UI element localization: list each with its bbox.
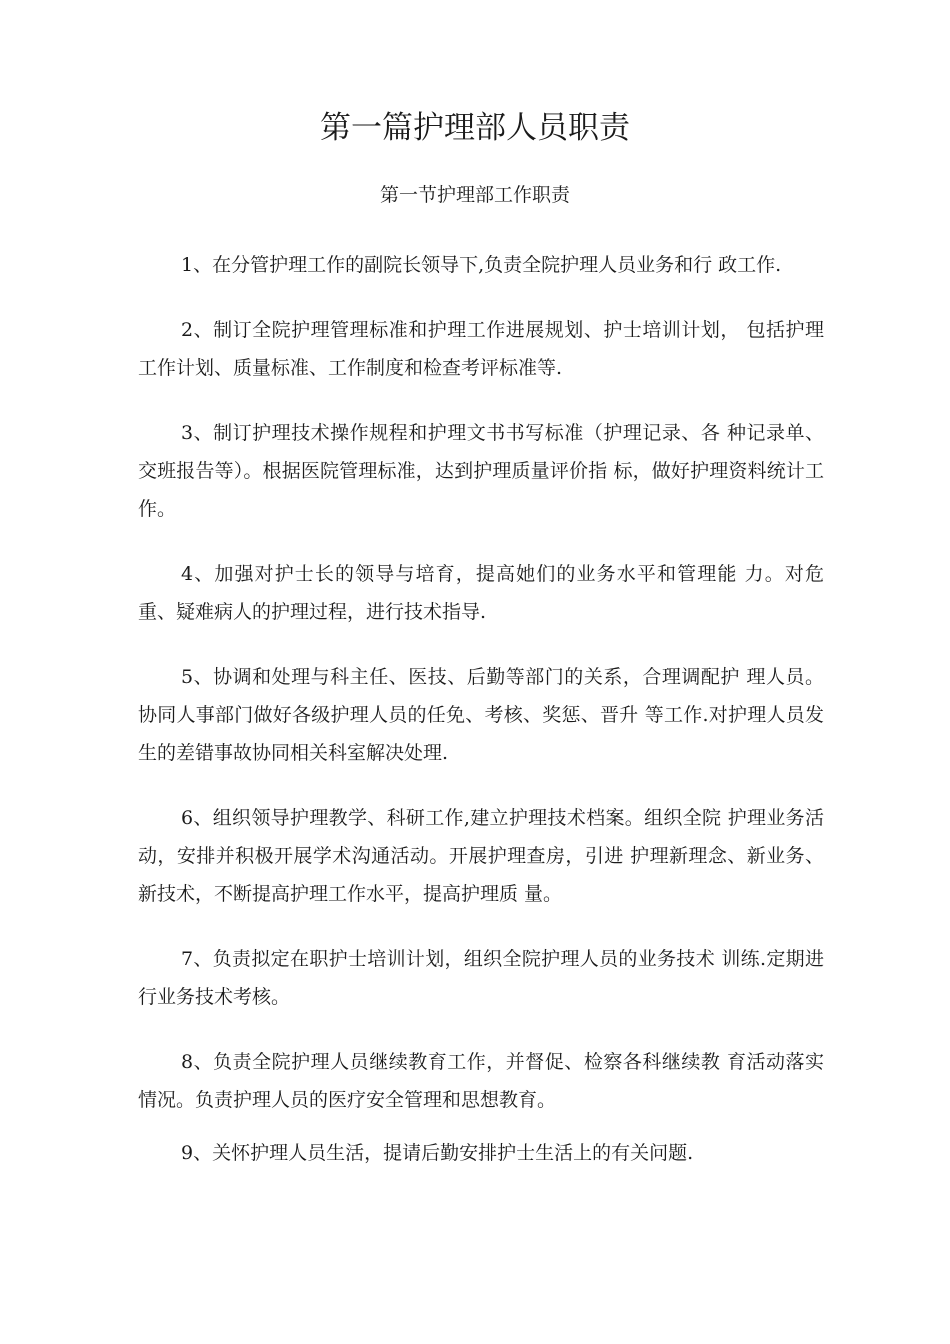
paragraph-6: 6、组织领导护理教学、科研工作,建立护理技术档案。组织全院 护理业务活动，安排并积极开展学术沟通活动。开展护理查房，引进 护理新理念、新业务、新技术，不断提高护理工作水平，提高护理质 量。 — [138, 807, 824, 905]
paragraph-9: 9、关怀护理人员生活，提请后勤安排护士生活上的有关问题. — [181, 1142, 694, 1164]
paragraph-1: 1、在分管护理工作的副院长领导下,负责全院护理人员业务和行 政工作. — [181, 254, 782, 276]
paragraph-7: 7、负责拟定在职护士培训计划，组织全院护理人员的业务技术 训练.定期进行业务技术考核。 — [138, 948, 824, 1008]
document-body — [138, 246, 824, 1172]
paragraph-5: 5、协调和处理与科主任、医技、后勤等部门的关系，合理调配护 理人员。协同人事部门做好各级护理人员的任免、考核、奖惩、晋升 等工作.对护理人员发生的差错事故协同相关科室解决处理. — [138, 666, 824, 764]
paragraph-4: 4、加强对护士长的领导与培育，提高她们的业务水平和管理能 力。对危重、疑难病人的护理过程，进行技术指导. — [138, 563, 824, 623]
paragraph-8: 8、负责全院护理人员继续教育工作，并督促、检察各科继续教 育活动落实情况。负责护理人员的医疗安全管理和思想教育。 — [138, 1051, 824, 1111]
paragraph-3: 3、制订护理技术操作规程和护理文书书写标准（护理记录、各 种记录单、交班报告等）。根据医院管理标准，达到护理质量评价指 标，做好护理资料统计工作。 — [138, 422, 824, 520]
paragraph-2: 2、制订全院护理管理标准和护理工作进展规划、护士培训计划， 包括护理工作计划、质量标准、工作制度和检查考评标准等. — [138, 319, 824, 379]
section-subtitle: 第一节护理部工作职责 — [379, 184, 570, 206]
page-title: 第一篇护理部人员职责 — [320, 110, 630, 146]
